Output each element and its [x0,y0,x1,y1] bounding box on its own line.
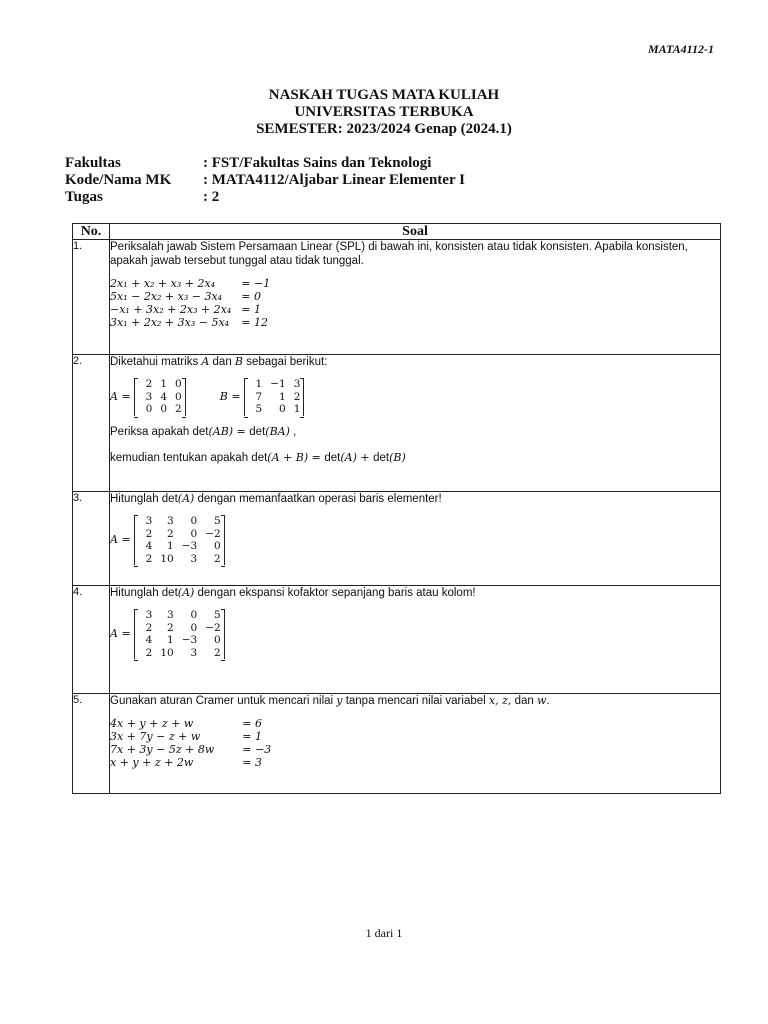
matrix-body [134,378,186,416]
matrices [110,378,720,416]
meta-value: : 2 [203,189,220,205]
matrix-entry: 2 [167,621,174,634]
equation-rhs: = −3 [242,743,272,756]
matrix-entry: 0 [145,403,153,415]
matrix-entry: 3 [190,646,198,659]
matrix-entry: 5 [255,403,263,415]
equation-rhs: = 12 [241,316,269,329]
matrix-entry: 0 [175,378,182,390]
matrix-entry: −3 [181,540,198,552]
matrix-entry: 0 [190,527,198,540]
matrix-entry: 2 [167,527,174,540]
question-line-1: Periksa apakah det(AB) = det(BA) , [110,424,297,438]
question-text: Hitunglah det(A) dengan ekspansi kofaktor sepanjang baris atau kolom! [110,586,476,599]
matrix-entry: 4 [145,540,153,552]
matrix-body [134,609,225,659]
meta-course [65,172,465,189]
meta-key: Fakultas [65,155,121,171]
matrix-entry: 7 [255,390,263,403]
question-number: 3. [73,492,110,586]
matrix-entry: 0 [214,540,221,552]
page-number: 1 dari 1 [365,926,403,940]
question-5 [110,694,721,794]
equation-rhs: = 6 [242,717,262,730]
question-text: Periksalah jawab Sistem Persamaan Linear (SPL) di bawah ini, konsisten atau tidak konsisten. Apabila konsisten, apakah jawab tersebut tunggal atau tidak tunggal. [110,241,688,267]
matrix-entry: −3 [181,634,198,646]
matrix-entry: 2 [145,552,153,565]
matrix-entry: 2 [145,646,153,659]
equation-rhs: = 3 [242,756,262,769]
question-number: 4. [73,586,110,694]
meta-key: Kode/Nama MK [65,172,172,188]
matrix-entry: 5 [214,515,221,527]
meta-value: : MATA4112/Aljabar Linear Elementer I [203,172,465,188]
header-title: NASKAH TUGAS MATA KULIAH [268,87,500,103]
matrix-entry: 5 [214,609,221,621]
matrix-entry: 3 [190,552,198,565]
matrix-entry: 3 [167,515,174,527]
meta-key: Tugas [65,189,103,205]
matrix-entry: 0 [175,390,182,403]
equation-lhs: −x₁ + 3x₂ + 2x₃ + 2x₄ [110,303,232,316]
matrix-entry: 1 [167,540,174,552]
course-info [65,155,465,206]
table-row [73,492,721,586]
question-4 [110,586,721,694]
equation-lhs: 4x + y + z + w [110,717,194,730]
matrix-entry: −2 [205,527,221,540]
equation-lhs: 7x + 3y − 5z + 8w [110,743,215,756]
matrix-entry: 3 [293,378,301,390]
equation-system [110,717,720,769]
question-2 [110,355,721,492]
matrix-entry: 4 [160,390,168,403]
matrix-entry: 1 [255,378,263,390]
matrix-entry: 2 [293,390,301,403]
equation-lhs: 5x₁ − 2x₂ + x₃ − 3x₄ [110,290,223,303]
table-row [73,240,721,355]
matrix-b: B = 1 −1 3 7 1 2 5 0 1 [220,378,305,416]
equation-rhs: = 1 [242,730,262,743]
header-semester: SEMESTER: 2023/2024 Genap (2024.1) [256,121,512,137]
table-row [73,694,721,794]
meta-task [65,189,465,206]
matrix-entry: 2 [145,621,153,634]
column-header-soal: Soal [110,224,721,240]
question-3 [110,492,721,586]
question-text: Diketahui matriks A dan B sebagai berikut: [110,355,328,368]
question-number: 2. [73,355,110,492]
equation-system [110,277,720,329]
matrix-entry: 1 [160,378,168,390]
equation-rhs: = 1 [241,303,262,316]
equation-lhs: 2x₁ + x₂ + x₃ + 2x₄ [110,277,216,290]
table-row [73,586,721,694]
table-header-row [73,224,721,240]
matrix-entry: 2 [214,552,221,565]
column-header-no: No. [73,224,110,240]
matrix-entry: 0 [190,609,198,621]
equation-lhs: 3x₁ + 2x₂ + 3x₃ − 5x₄ [110,316,230,329]
question-number: 5. [73,694,110,794]
question-number: 1. [73,240,110,355]
matrix-entry: 1 [279,390,286,403]
matrix-entry: 0 [190,515,198,527]
equation-rhs: = −1 [241,277,271,290]
matrix-entry: 3 [145,390,153,403]
matrix-entry: 10 [160,646,174,659]
matrix-entry: −1 [270,378,286,390]
matrix-entry: 2 [145,378,153,390]
matrix-entry: 3 [167,609,174,621]
matrix-a: A = 3 3 0 5 2 2 0 −2 4 1 −3 0 2 10 3 2 [110,609,720,659]
matrix-entry: 2 [214,646,221,659]
matrix-entry: 3 [145,515,153,527]
matrix-entry: 0 [190,621,198,634]
matrix-entry: 0 [214,634,221,646]
document-header [0,87,768,138]
question-text: Hitunglah det(A) dengan memanfaatkan operasi baris elementer! [110,492,442,505]
matrix-entry: 4 [145,634,153,646]
question-line-2: kemudian tentukan apakah det(A + B) = det(A) + det(B) [110,450,406,464]
meta-faculty [65,155,465,172]
questions-table [72,223,721,794]
question-text: Gunakan aturan Cramer untuk mencari nilai y tanpa mencari nilai variabel x, z, dan w. [110,694,550,707]
matrix-a: A = 2 1 0 3 4 0 0 0 2 [110,378,186,416]
matrix-entry: 0 [160,403,168,415]
matrix-a: A = 3 3 0 5 2 2 0 −2 4 1 −3 0 2 10 3 2 [110,515,720,565]
matrix-entry: 2 [145,527,153,540]
matrix-entry: 2 [175,403,182,415]
equation-lhs: 3x + 7y − z + w [110,730,201,743]
question-1 [110,240,721,355]
matrix-body [134,515,225,565]
matrix-entry: 1 [167,634,174,646]
matrix-entry: −2 [205,621,221,634]
document-code: MATA4112-1 [647,42,714,56]
matrix-entry: 3 [145,609,153,621]
equation-rhs: = 0 [241,290,262,303]
matrix-entry: 0 [279,403,286,415]
meta-value: : FST/Fakultas Sains dan Teknologi [203,155,432,171]
header-university: UNIVERSITAS TERBUKA [294,104,474,120]
table-row [73,355,721,492]
equation-lhs: x + y + z + 2w [110,756,194,769]
matrix-entry: 10 [160,552,174,565]
matrix-body [244,378,305,416]
matrix-entry: 1 [293,403,301,415]
